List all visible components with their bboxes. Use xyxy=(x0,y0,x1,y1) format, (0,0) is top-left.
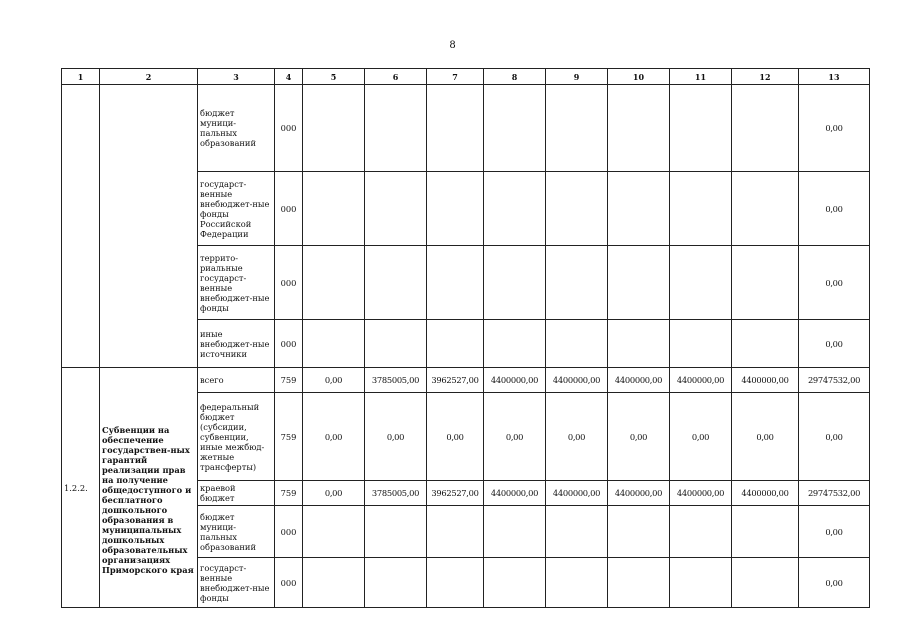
value-cell: 0,00 xyxy=(732,393,799,481)
value-cell: 3962527,00 xyxy=(427,368,484,393)
value-cell: 4400000,00 xyxy=(484,368,546,393)
code-cell: 000 xyxy=(275,85,303,172)
value-cell: 4400000,00 xyxy=(546,481,608,506)
value-cell: 0,00 xyxy=(365,393,427,481)
value-cell: 0,00 xyxy=(303,368,365,393)
code-cell: 000 xyxy=(275,558,303,608)
value-cell: 4400000,00 xyxy=(670,368,732,393)
code-cell: 000 xyxy=(275,246,303,320)
value-cell: 0,00 xyxy=(484,393,546,481)
code-cell: 000 xyxy=(275,172,303,246)
header-cell: 9 xyxy=(546,69,608,85)
value-cell: 0,00 xyxy=(608,393,670,481)
value-cell: 4400000,00 xyxy=(670,481,732,506)
value-cell: 0,00 xyxy=(546,393,608,481)
header-cell: 3 xyxy=(198,69,275,85)
value-cell: 0,00 xyxy=(427,393,484,481)
total-cell: 0,00 xyxy=(799,558,870,608)
code-cell: 759 xyxy=(275,368,303,393)
source-cell: бюджет муници-пальных образований xyxy=(198,85,275,172)
value-cell: 0,00 xyxy=(670,393,732,481)
table-row xyxy=(62,85,870,172)
source-cell: краевой бюджет xyxy=(198,481,275,506)
budget-table xyxy=(61,68,870,608)
table-row xyxy=(62,368,870,393)
code-cell: 000 xyxy=(275,506,303,558)
header-cell: 2 xyxy=(100,69,198,85)
header-cell: 7 xyxy=(427,69,484,85)
total-cell: 0,00 xyxy=(799,172,870,246)
header-cell: 4 xyxy=(275,69,303,85)
header-cell: 12 xyxy=(732,69,799,85)
code-cell: 759 xyxy=(275,393,303,481)
value-cell: 4400000,00 xyxy=(732,368,799,393)
table-row xyxy=(62,393,870,481)
source-cell: государст-венные внебюджет-ные фонды Российской Федерации xyxy=(198,172,275,246)
header-cell: 6 xyxy=(365,69,427,85)
header-cell: 10 xyxy=(608,69,670,85)
value-cell: 0,00 xyxy=(799,393,870,481)
row-number-cell xyxy=(62,85,100,368)
code-cell: 000 xyxy=(275,320,303,368)
value-cell: 0,00 xyxy=(303,393,365,481)
source-cell: иные внебюджет-ные источники xyxy=(198,320,275,368)
value-cell: 29747532,00 xyxy=(799,481,870,506)
value-cell: 3785005,00 xyxy=(365,481,427,506)
value-cell: 3962527,00 xyxy=(427,481,484,506)
total-cell: 0,00 xyxy=(799,246,870,320)
value-cell: 4400000,00 xyxy=(732,481,799,506)
header-cell: 5 xyxy=(303,69,365,85)
value-cell: 4400000,00 xyxy=(546,368,608,393)
value-cell: 4400000,00 xyxy=(484,481,546,506)
header-row xyxy=(62,69,870,85)
description-cell: Субвенции на обеспечение государствен-ных гарантий реализации прав на получение общедоступного и бесплатного дошкольного образования в муниципальных дошкольных образовательных организациях Приморского края xyxy=(100,393,198,608)
header-cell: 8 xyxy=(484,69,546,85)
total-cell: 0,00 xyxy=(799,506,870,558)
header-cell: 1 xyxy=(62,69,100,85)
total-cell: 0,00 xyxy=(799,85,870,172)
source-cell: бюджет муници-пальных образований xyxy=(198,506,275,558)
total-cell: 0,00 xyxy=(799,320,870,368)
value-cell: 4400000,00 xyxy=(608,368,670,393)
source-cell: федеральный бюджет (субсидии, субвенции, иные межбюд-жетные трансферты) xyxy=(198,393,275,481)
source-cell: всего xyxy=(198,368,275,393)
page-number: 8 xyxy=(449,40,456,51)
header-cell: 11 xyxy=(670,69,732,85)
description-cell xyxy=(100,85,198,368)
header-cell: 13 xyxy=(799,69,870,85)
code-cell: 759 xyxy=(275,481,303,506)
value-cell: 4400000,00 xyxy=(608,481,670,506)
value-cell: 29747532,00 xyxy=(799,368,870,393)
source-cell: террито-риальные государст-венные внебюджет-ные фонды xyxy=(198,246,275,320)
source-cell: государст-венные внебюджет-ные фонды xyxy=(198,558,275,608)
value-cell: 0,00 xyxy=(303,481,365,506)
value-cell: 3785005,00 xyxy=(365,368,427,393)
row-number-cell: 1.2.2. xyxy=(62,368,100,608)
